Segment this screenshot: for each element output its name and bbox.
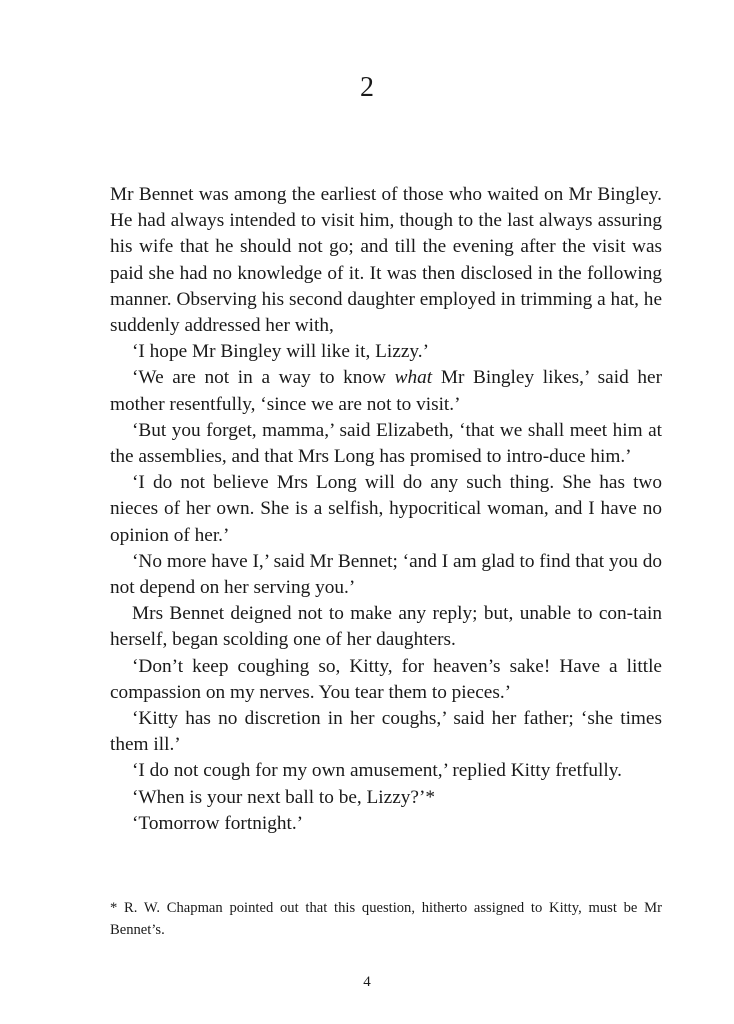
paragraph bbox=[110, 758, 662, 784]
paragraph bbox=[110, 706, 662, 758]
paragraph bbox=[110, 182, 662, 339]
text-run: ‘We are not in a way to know bbox=[132, 367, 395, 389]
emphasis-text: what bbox=[394, 367, 433, 389]
page-number: 4 bbox=[363, 974, 371, 990]
paragraph bbox=[110, 811, 662, 837]
footnote: * R. W. Chapman pointed out that this question, hitherto assigned to Kitty, must be Mr Bennet’s. bbox=[110, 900, 662, 938]
text-run: ‘Tomorrow fortnight.’ bbox=[132, 812, 304, 834]
paragraph bbox=[110, 470, 662, 549]
text-run: ‘I do not cough for my own amusement,’ replied Kitty fretfully. bbox=[132, 760, 622, 782]
text-run: ‘Kitty has no discretion in her coughs,’ said her father; ‘she times them ill.’ bbox=[110, 708, 662, 756]
paragraph bbox=[110, 785, 662, 811]
paragraph bbox=[110, 418, 662, 470]
text-run: ‘When is your next ball to be, Lizzy?’* bbox=[132, 786, 436, 808]
text-run: ‘I do not believe Mrs Long will do any such thing. She has two nieces of her own. She is a selfish, hypocritical woman, and I have no opinion of her.’ bbox=[110, 472, 662, 546]
text-run: Mrs Bennet deigned not to make any reply; but, unable to con-tain herself, began scolding one of her daughters. bbox=[110, 603, 662, 651]
text-run: Mr Bennet was among the earliest of those who waited on Mr Bingley. He had always intended to visit him, though to the last always assuring his wife that he should not go; and till the evening after the visit was paid she had no knowledge of it. It was then disclosed in the following manner. Observing his second daughter employed in trimming a hat, he suddenly addressed her with, bbox=[110, 184, 662, 337]
text-run: ‘No more have I,’ said Mr Bennet; ‘and I am glad to find that you do not depend on her serving you.’ bbox=[110, 550, 662, 599]
paragraph bbox=[110, 365, 662, 417]
chapter-number: 2 bbox=[360, 72, 374, 103]
chapter-body bbox=[110, 182, 662, 837]
text-run: ‘But you forget, mamma,’ said Elizabeth, ‘that we shall meet him at the assemblies, and that Mrs Long has promised to intro-duce him.’ bbox=[110, 419, 662, 468]
text-run: ‘I hope Mr Bingley will like it, Lizzy.’ bbox=[132, 341, 430, 363]
paragraph bbox=[110, 549, 662, 601]
text-run: ‘Don’t keep coughing so, Kitty, for heaven’s sake! Have a little compassion on my nerves. You tear them to pieces.’ bbox=[110, 655, 662, 703]
paragraph bbox=[110, 601, 662, 653]
paragraph bbox=[110, 339, 662, 365]
text-run: Mr Bingley likes,’ said her mother resentfully, ‘since we are not to visit.’ bbox=[110, 367, 662, 415]
paragraph bbox=[110, 654, 662, 706]
